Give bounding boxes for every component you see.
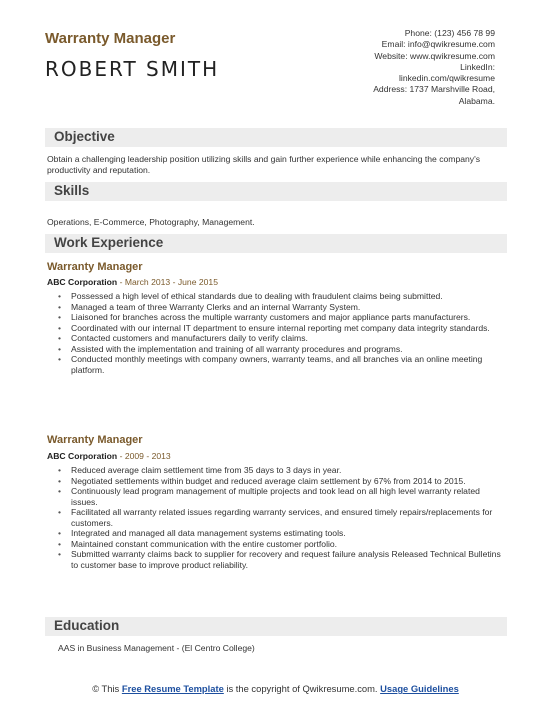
contact-email: Email: info@qwikresume.com xyxy=(381,39,495,50)
list-item: • Possessed a high level of ethical standards due to dealing with fraudulent claims being submitted. xyxy=(58,291,508,302)
list-item: • Coordinated with our internal IT department to ensure internal reporting met company data integrity standards. xyxy=(58,323,508,334)
education-section-header xyxy=(45,617,507,636)
list-item: • Managed a team of three Warranty Clerks and an internal Warranty System. xyxy=(58,302,508,313)
job-2-bullets xyxy=(58,465,508,570)
objective-heading: Objective xyxy=(54,129,115,144)
education-text: AAS in Business Management - (El Centro College) xyxy=(58,643,255,653)
skills-section-header xyxy=(45,182,507,201)
job-title: Warranty Manager xyxy=(45,30,176,47)
list-item: • Submitted warranty claims back to supplier for recovery and request failure analysis Released Technical Bulletins to customer base to improve product reliability. xyxy=(58,549,508,570)
experience-section-header xyxy=(45,234,507,253)
footer-middle: is the copyright of Qwikresume.com. xyxy=(223,683,381,694)
list-item: • Negotiated settlements within budget and reduced average claim settlement by 67% from 2014 to 2015. xyxy=(58,476,508,487)
contact-linkedin-url: linkedin.com/qwikresume xyxy=(399,73,495,84)
list-item: • Assisted with the implementation and training of all warranty procedures and programs. xyxy=(58,344,508,355)
copyright-footer xyxy=(0,683,551,695)
education-heading: Education xyxy=(54,618,120,633)
contact-linkedin-label: LinkedIn: xyxy=(460,61,495,72)
job-2-company-line xyxy=(47,451,171,461)
job-2-company: ABC Corporation xyxy=(47,451,118,461)
usage-guidelines-link[interactable]: Usage Guidelines xyxy=(380,683,459,694)
job-1-company-line xyxy=(47,277,218,287)
objective-section-header xyxy=(45,128,507,147)
objective-text: Obtain a challenging leadership position utilizing skills and gain further experience while enhancing the company's productivity and reputation. xyxy=(47,154,481,175)
list-item: • Conducted monthly meetings with company owners, warranty teams, and all branches via an online meeting platform. xyxy=(58,354,508,375)
experience-heading: Work Experience xyxy=(54,235,164,250)
list-item: • Liaisoned for branches across the multiple warranty customers and major appliance parts manufacturers. xyxy=(58,312,508,323)
job-2-title: Warranty Manager xyxy=(47,434,143,446)
job-1-dates: - March 2013 - June 2015 xyxy=(117,277,218,287)
job-1-bullets xyxy=(58,291,508,375)
footer-prefix: © This xyxy=(92,683,122,694)
list-item: • Facilitated all warranty related issues regarding warranty services, and ensured timely repairs/replacements for customers. xyxy=(58,507,508,528)
job-1-company: ABC Corporation xyxy=(47,277,118,287)
skills-text: Operations, E-Commerce, Photography, Management. xyxy=(47,217,255,227)
person-name: ROBERT SMITH xyxy=(45,57,220,81)
list-item: • Maintained constant communication with the entire customer portfolio. xyxy=(58,539,508,550)
free-resume-template-link[interactable]: Free Resume Template xyxy=(121,683,224,694)
job-2-dates: - 2009 - 2013 xyxy=(117,451,171,461)
contact-phone: Phone: (123) 456 78 99 xyxy=(404,28,495,38)
contact-info xyxy=(235,28,495,107)
contact-website: Website: www.qwikresume.com xyxy=(374,50,495,61)
job-1-title: Warranty Manager xyxy=(47,261,143,273)
list-item: • Contacted customers and manufacturers daily to verify claims. xyxy=(58,333,508,344)
contact-address: Address: 1737 Marshville Road, xyxy=(373,84,495,95)
list-item: • Reduced average claim settlement time from 35 days to 3 days in year. xyxy=(58,465,508,476)
list-item: • Integrated and managed all data management systems estimating tools. xyxy=(58,528,508,539)
skills-heading: Skills xyxy=(54,183,90,198)
contact-address-state: Alabama. xyxy=(458,95,495,106)
list-item: • Continuously lead program management of multiple projects and took lead on all high level warranty related issues. xyxy=(58,486,508,507)
